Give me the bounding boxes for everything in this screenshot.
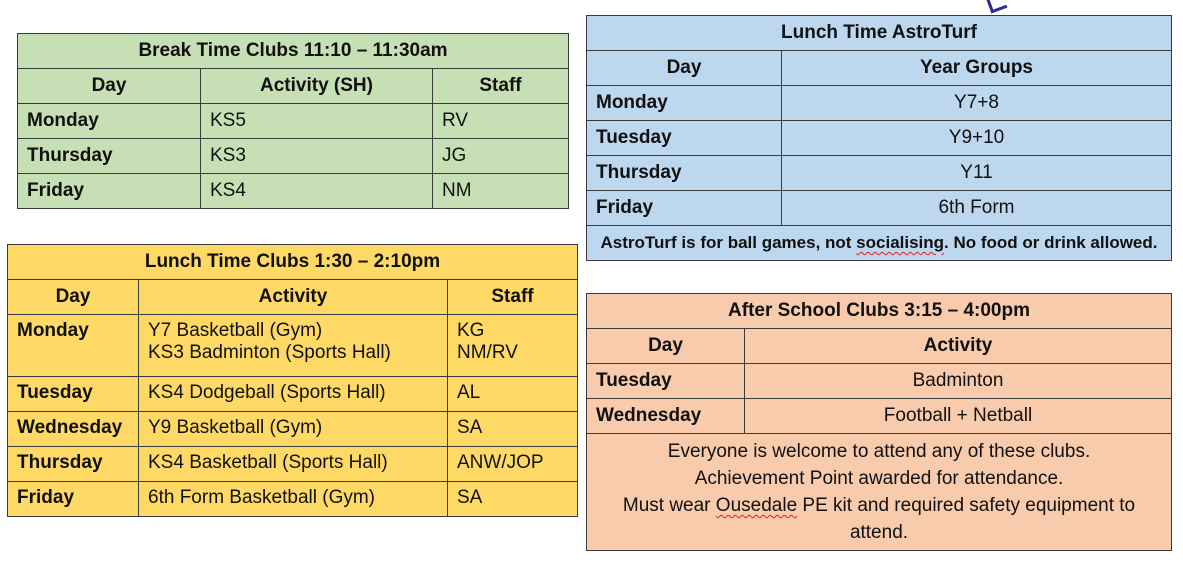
header-day: Day	[587, 329, 745, 364]
day-cell: Friday	[8, 482, 139, 517]
spellcheck-word: socialising	[856, 233, 945, 252]
table-row	[587, 364, 1172, 399]
day-cell: Tuesday	[587, 121, 782, 156]
activity-cell: Football + Netball	[745, 399, 1172, 434]
partial-arrow-mark	[986, 0, 1008, 13]
table-row	[587, 121, 1172, 156]
activity-cell: Y9 Basketball (Gym)	[139, 412, 448, 447]
day-cell: Thursday	[8, 447, 139, 482]
year-groups-cell: 6th Form	[782, 191, 1172, 226]
table-row	[587, 399, 1172, 434]
break-clubs-title: Break Time Clubs 11:10 – 11:30am	[18, 34, 569, 69]
astroturf-rules-note: AstroTurf is for ball games, not socialising. No food or drink allowed.	[587, 226, 1172, 261]
day-cell: Thursday	[587, 156, 782, 191]
lunch-time-clubs-table	[7, 244, 578, 517]
day-cell: Wednesday	[587, 399, 745, 434]
day-cell: Monday	[18, 104, 201, 139]
activity-cell: KS3	[201, 139, 433, 174]
header-year-groups: Year Groups	[782, 51, 1172, 86]
year-groups-cell: Y7+8	[782, 86, 1172, 121]
header-activity: Activity (SH)	[201, 69, 433, 104]
day-cell: Tuesday	[8, 377, 139, 412]
activity-cell: KS4	[201, 174, 433, 209]
day-cell: Tuesday	[587, 364, 745, 399]
lunch-astroturf-table	[586, 15, 1172, 261]
staff-cell: AL	[448, 377, 578, 412]
activity-cell: KS4 Basketball (Sports Hall)	[139, 447, 448, 482]
activity-cell: Y7 Basketball (Gym) KS3 Badminton (Sports Hall)	[139, 315, 448, 377]
astroturf-title: Lunch Time AstroTurf	[587, 16, 1172, 51]
staff-cell: NM	[433, 174, 569, 209]
table-row	[18, 139, 569, 174]
table-row	[18, 174, 569, 209]
table-row	[587, 191, 1172, 226]
header-staff: Staff	[433, 69, 569, 104]
staff-cell: KG NM/RV	[448, 315, 578, 377]
header-staff: Staff	[448, 280, 578, 315]
table-row	[18, 104, 569, 139]
after-school-clubs-table	[586, 293, 1172, 551]
spellcheck-word: Ousedale	[715, 495, 798, 516]
table-row	[587, 156, 1172, 191]
day-cell: Wednesday	[8, 412, 139, 447]
day-cell: Friday	[587, 191, 782, 226]
header-day: Day	[587, 51, 782, 86]
after-school-notes: Everyone is welcome to attend any of these clubs. Achievement Point awarded for attendance. Must wear Ousedale PE kit and required safety equipment to attend.	[587, 434, 1172, 551]
staff-cell: SA	[448, 482, 578, 517]
header-activity: Activity	[139, 280, 448, 315]
year-groups-cell: Y11	[782, 156, 1172, 191]
day-cell: Thursday	[18, 139, 201, 174]
header-day: Day	[8, 280, 139, 315]
header-activity: Activity	[745, 329, 1172, 364]
activity-cell: KS5	[201, 104, 433, 139]
activity-cell: KS4 Dodgeball (Sports Hall)	[139, 377, 448, 412]
staff-cell: JG	[433, 139, 569, 174]
staff-cell: RV	[433, 104, 569, 139]
table-row	[8, 315, 578, 377]
header-day: Day	[18, 69, 201, 104]
break-time-clubs-table	[17, 33, 569, 209]
table-row	[587, 86, 1172, 121]
day-cell: Monday	[8, 315, 139, 377]
table-row	[8, 482, 578, 517]
day-cell: Monday	[587, 86, 782, 121]
staff-cell: SA	[448, 412, 578, 447]
year-groups-cell: Y9+10	[782, 121, 1172, 156]
day-cell: Friday	[18, 174, 201, 209]
table-row	[8, 412, 578, 447]
table-row	[8, 447, 578, 482]
lunch-clubs-title: Lunch Time Clubs 1:30 – 2:10pm	[8, 245, 578, 280]
table-row	[8, 377, 578, 412]
staff-cell: ANW/JOP	[448, 447, 578, 482]
after-school-title: After School Clubs 3:15 – 4:00pm	[587, 294, 1172, 329]
activity-cell: 6th Form Basketball (Gym)	[139, 482, 448, 517]
activity-cell: Badminton	[745, 364, 1172, 399]
